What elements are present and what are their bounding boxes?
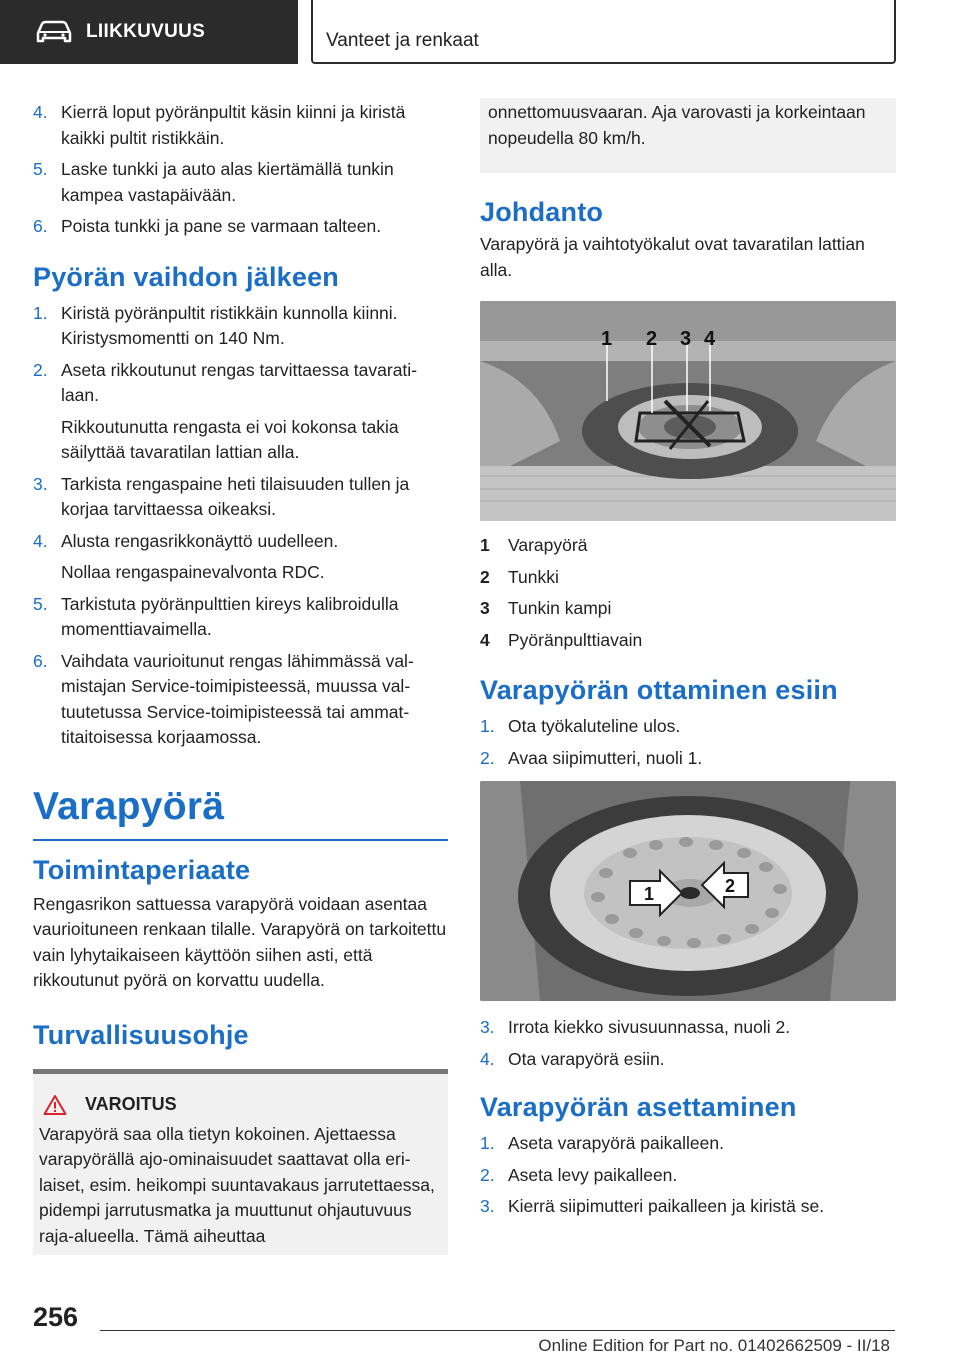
list-item: 6. Poista tunkki ja pane se varmaan talteen. [33,216,382,236]
figure-legend [480,533,896,653]
footer-edition: Online Edition for Part no. 01402662509 - II/18 [538,1336,890,1355]
list-item: 2. Aseta levy paikalleen. [480,1164,678,1185]
list-item: 3. Kierrä siipimutteri paikalleen ja kiristä se. [480,1196,825,1216]
list-item: 5. Laske tunkki ja auto alas kiertämällä tunkin kampea vastapäivään. [33,159,394,205]
fig1-label-1: 1 [601,328,613,350]
fig1-label-2: 2 [646,328,658,350]
trunk-figure [480,301,896,521]
list-item: 4. Kierrä loput pyöränpultit käsin kiinni ja kiristä kaikki pultit ristikkäin. [33,102,406,148]
main-heading: Varapyörä [33,784,225,828]
intro-text: Varapyörä ja vaihtotyökalut ovat tavaratilan lattian alla. [480,234,865,280]
section-label: LIIKKUVUUS [86,21,206,42]
right-column [480,100,896,1226]
warning-text: Varapyörä saa olla tietyn kokoinen. Ajettaessa varapyörällä ajo-ominaisuudet saattavat olla erilaiset, esim. heikompi suuntavakaus jarrutettaessa, pidempi jarrutusmatka ja muuttunut ohjautuvuus raja-alueella. Tämä aiheuttaa [39,1123,435,1246]
fig1-label-4: 4 [704,328,716,350]
spare-wheel-figure [480,781,896,1001]
page-number: 256 [33,1302,79,1332]
steps-top [33,100,448,240]
list-item: 6. Vaihdata vaurioitunut rengas lähimmässä valmistajan Service-toimipisteessä, muussa valtuutetussa Service-toimipisteessä tai ammattitaitoisessa korjaamossa. [33,650,414,747]
warning-triangle-icon [43,1094,67,1116]
list-item: 1. Ota työkaluteline ulos. [480,716,681,736]
list-item: 5. Tarkistuta pyöränpulttien kireys kalibroidulla momenttiavaimella. [33,593,399,639]
list-item: 2. Aseta rikkoutunut rengas tarvittaessa tavaratilaan. [33,359,418,405]
principle-heading: Toimintaperiaate [33,854,251,885]
list-item: 3. Irrota kiekko sivusuunnassa, nuoli 2. [480,1017,791,1037]
legend-item: 4 Pyöränpulttiavain [480,629,643,650]
footer-rule [100,1330,895,1331]
removal-steps-continued [480,1015,896,1072]
principle-text: Rengasrikon sattuessa varapyörä voidaan asentaa vaurioituneen renkaan tilalle. Varapyörä on tarkoitettu vain lyhytaikaiseen käyttöön siihen asti, että rikkoutunut pyörä on korvattu uudella. [33,893,447,990]
warning-title [43,1094,442,1116]
trunk-illustration [480,301,896,521]
section-tab[interactable] [0,0,298,64]
step-note: Nollaa rengaspainevalvonta RDC. [61,562,325,582]
safety-heading: Turvallisuusohje [33,1019,249,1050]
install-heading: Varapyörän asettaminen [480,1092,797,1122]
removal-heading: Varapyörän ottaminen esiin [480,675,838,705]
left-column [33,100,448,1255]
fig2-label-2: 2 [725,876,736,896]
chapter-label: Vanteet ja renkaat [326,30,479,51]
legend-item: 1 Varapyörä [480,535,588,555]
heading-rule [33,839,448,841]
list-item: 2. Avaa siipimutteri, nuoli 1. [480,747,703,768]
list-item: 1. Kiristä pyöränpultit ristikkäin kunnolla kiinni. Kiristysmomentti on 140 Nm. [33,302,398,348]
legend-item: 3 Tunkin kampi [480,598,612,618]
list-item: 4. Ota varapyörä esiin. [480,1048,665,1069]
list-item: 4. Alusta rengasrikkonäyttö uudelleen. [33,530,339,551]
intro-heading: Johdanto [480,197,604,227]
after-change-heading: Pyörän vaihdon jälkeen [33,261,340,292]
warning-label: VAROITUS [85,1094,177,1114]
warning-box [33,1069,448,1256]
spare-wheel-illustration [480,781,896,1001]
step-note: Rikkoutunutta rengasta ei voi kokonsa takia säilyttää tavaratilan lattian alla. [61,416,399,462]
chapter-tab[interactable] [311,0,896,64]
warning-continued-box [480,98,896,173]
warning-continued-text: onnettomuusvaaran. Aja varovasti ja korkeintaan nopeudella 80 km/h. [488,102,866,148]
fig2-label-1: 1 [644,884,655,904]
after-steps [33,301,448,751]
list-item: 3. Tarkista rengaspaine heti tilaisuuden tullen ja korjaa tarvittaessa oikeaksi. [33,473,410,519]
legend-item: 2 Tunkki [480,566,559,587]
fig1-label-3: 3 [680,328,692,350]
car-icon [34,19,74,45]
list-item: 1. Aseta varapyörä paikalleen. [480,1133,724,1153]
